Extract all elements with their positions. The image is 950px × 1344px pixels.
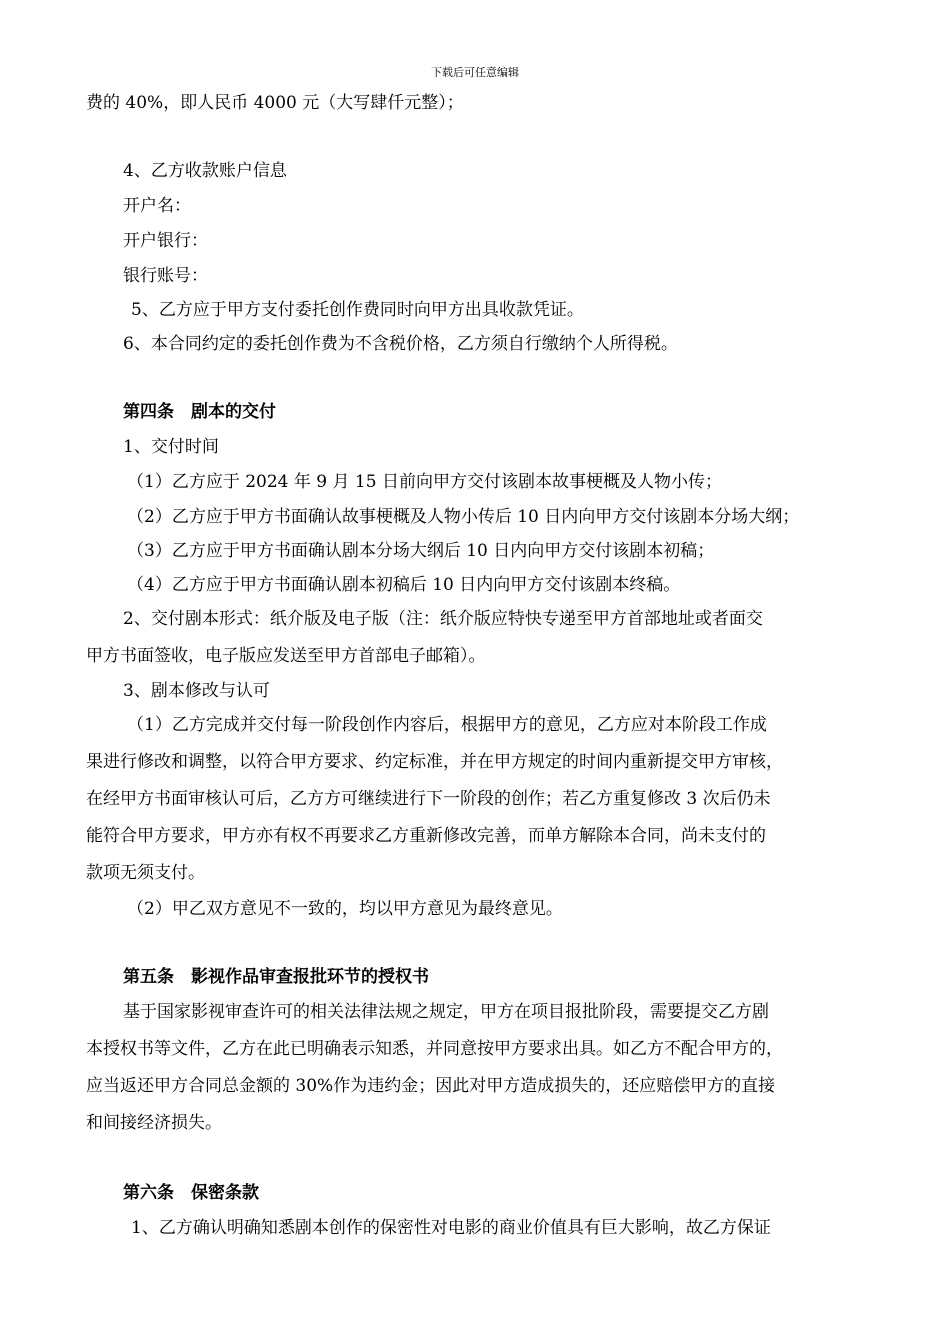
delivery-item-3: （3）乙方应于甲方书面确认剧本分场大纲后 10 日内向甲方交付该剧本初稿； xyxy=(127,541,715,561)
delivery-time-heading: 1、交付时间 xyxy=(123,437,219,457)
section-6-title: 第六条 保密条款 xyxy=(123,1183,259,1203)
receipt-clause: 5、乙方应于甲方支付委托创作费同时向甲方出具收款凭证。 xyxy=(131,300,584,320)
delivery-format-line-2: 甲方书面签收，电子版应发送至甲方首部电子邮箱）。 xyxy=(86,646,486,666)
revision-para-line-1: （1）乙方完成并交付每一阶段创作内容后，根据甲方的意见，乙方应对本阶段工作成 xyxy=(127,715,767,735)
delivery-item-2: （2）乙方应于甲方书面确认故事梗概及人物小传后 10 日内向甲方交付该剧本分场大纲； xyxy=(127,507,800,527)
revision-heading: 3、剧本修改与认可 xyxy=(123,681,270,701)
account-name-label: 开户名： xyxy=(123,196,191,216)
delivery-format-line-1: 2、交付剧本形式：纸介版及电子版（注：纸介版应特快专递至甲方首部地址或者面交 xyxy=(123,609,763,629)
payment-line-tail: 费的 40%，即人民币 4000 元（大写肆仟元整）； xyxy=(86,93,464,113)
authorization-para-line-3: 应当返还甲方合同总金额的 30%作为违约金；因此对甲方造成损失的，还应赔偿甲方的直接 xyxy=(86,1076,776,1096)
bank-name-label: 开户银行： xyxy=(123,231,208,251)
confidentiality-para-line-1: 1、乙方确认明确知悉剧本创作的保密性对电影的商业价值具有巨大影响，故乙方保证 xyxy=(131,1218,771,1238)
authorization-para-line-2: 本授权书等文件，乙方在此已明确表示知悉，并同意按甲方要求出具。如乙方不配合甲方的， xyxy=(86,1039,783,1059)
section-5-title: 第五条 影视作品审查报批环节的授权书 xyxy=(123,967,429,987)
revision-para-line-2: 果进行修改和调整，以符合甲方要求、约定标准，并在甲方规定的时间内重新提交甲方审核， xyxy=(86,752,783,772)
revision-para-line-3: 在经甲方书面审核认可后，乙方方可继续进行下一阶段的创作；若乙方重复修改 3 次后仍未 xyxy=(86,789,771,809)
delivery-item-1: （1）乙方应于 2024 年 9 月 15 日前向甲方交付该剧本故事梗概及人物小传； xyxy=(127,472,722,492)
page-header-note: 下载后可任意编辑 xyxy=(431,66,519,79)
revision-item-2: （2）甲乙双方意见不一致的，均以甲方意见为最终意见。 xyxy=(127,899,563,919)
authorization-para-line-1: 基于国家影视审查许可的相关法律法规之规定，甲方在项目报批阶段，需要提交乙方剧 xyxy=(123,1002,769,1022)
bank-account-label: 银行账号： xyxy=(123,266,208,286)
revision-para-line-5: 款项无须支付。 xyxy=(86,863,205,883)
tax-clause: 6、本合同约定的委托创作费为不含税价格，乙方须自行缴纳个人所得税。 xyxy=(123,334,678,354)
section-4-title: 第四条 剧本的交付 xyxy=(123,402,276,422)
revision-para-line-4: 能符合甲方要求，甲方亦有权不再要求乙方重新修改完善，而单方解除本合同，尚未支付的 xyxy=(86,826,766,846)
account-info-heading: 4、乙方收款账户信息 xyxy=(123,161,287,181)
authorization-para-line-4: 和间接经济损失。 xyxy=(86,1113,222,1133)
delivery-item-4: （4）乙方应于甲方书面确认剧本初稿后 10 日内向甲方交付该剧本终稿。 xyxy=(127,575,681,595)
